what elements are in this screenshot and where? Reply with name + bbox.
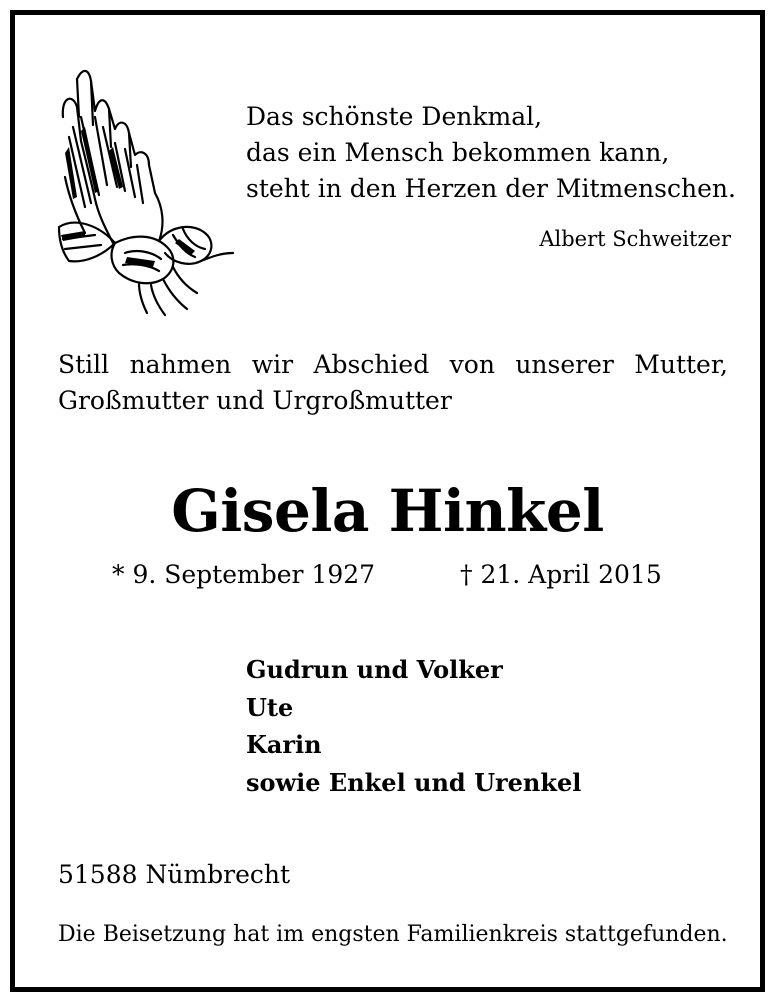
intro-text [58,347,728,419]
quote-line: steht in den Herzen der Mitmenschen. [246,174,736,203]
obituary-frame [10,10,765,992]
quote-line: Das schönste Denkmal, [246,102,543,131]
mourner-line: Karin [246,730,322,759]
mourners-list [246,651,581,801]
intro-line: Großmutter und Urgroßmutter [58,386,452,415]
intro-line: Still nahmen wir Abschied von unserer Mutter, [58,350,728,379]
birth-date: * 9. September 1927 [112,560,376,589]
location: 51588 Nümbrecht [58,860,291,889]
quote-block [246,99,736,207]
quote-author: Albert Schweitzer [539,227,731,251]
mourner-line: sowie Enkel und Urenkel [246,767,582,797]
quote-line: das ein Mensch bekommen kann, [246,138,670,167]
death-date: † 21. April 2015 [460,560,662,589]
mourner-line: Ute [246,692,294,722]
praying-hands-icon [55,57,235,319]
mourner-line: Gudrun und Volker [246,655,503,684]
funeral-note: Die Beisetzung hat im engsten Familienkreis stattgefunden. [58,922,728,947]
deceased-name: Gisela Hinkel [171,477,604,545]
